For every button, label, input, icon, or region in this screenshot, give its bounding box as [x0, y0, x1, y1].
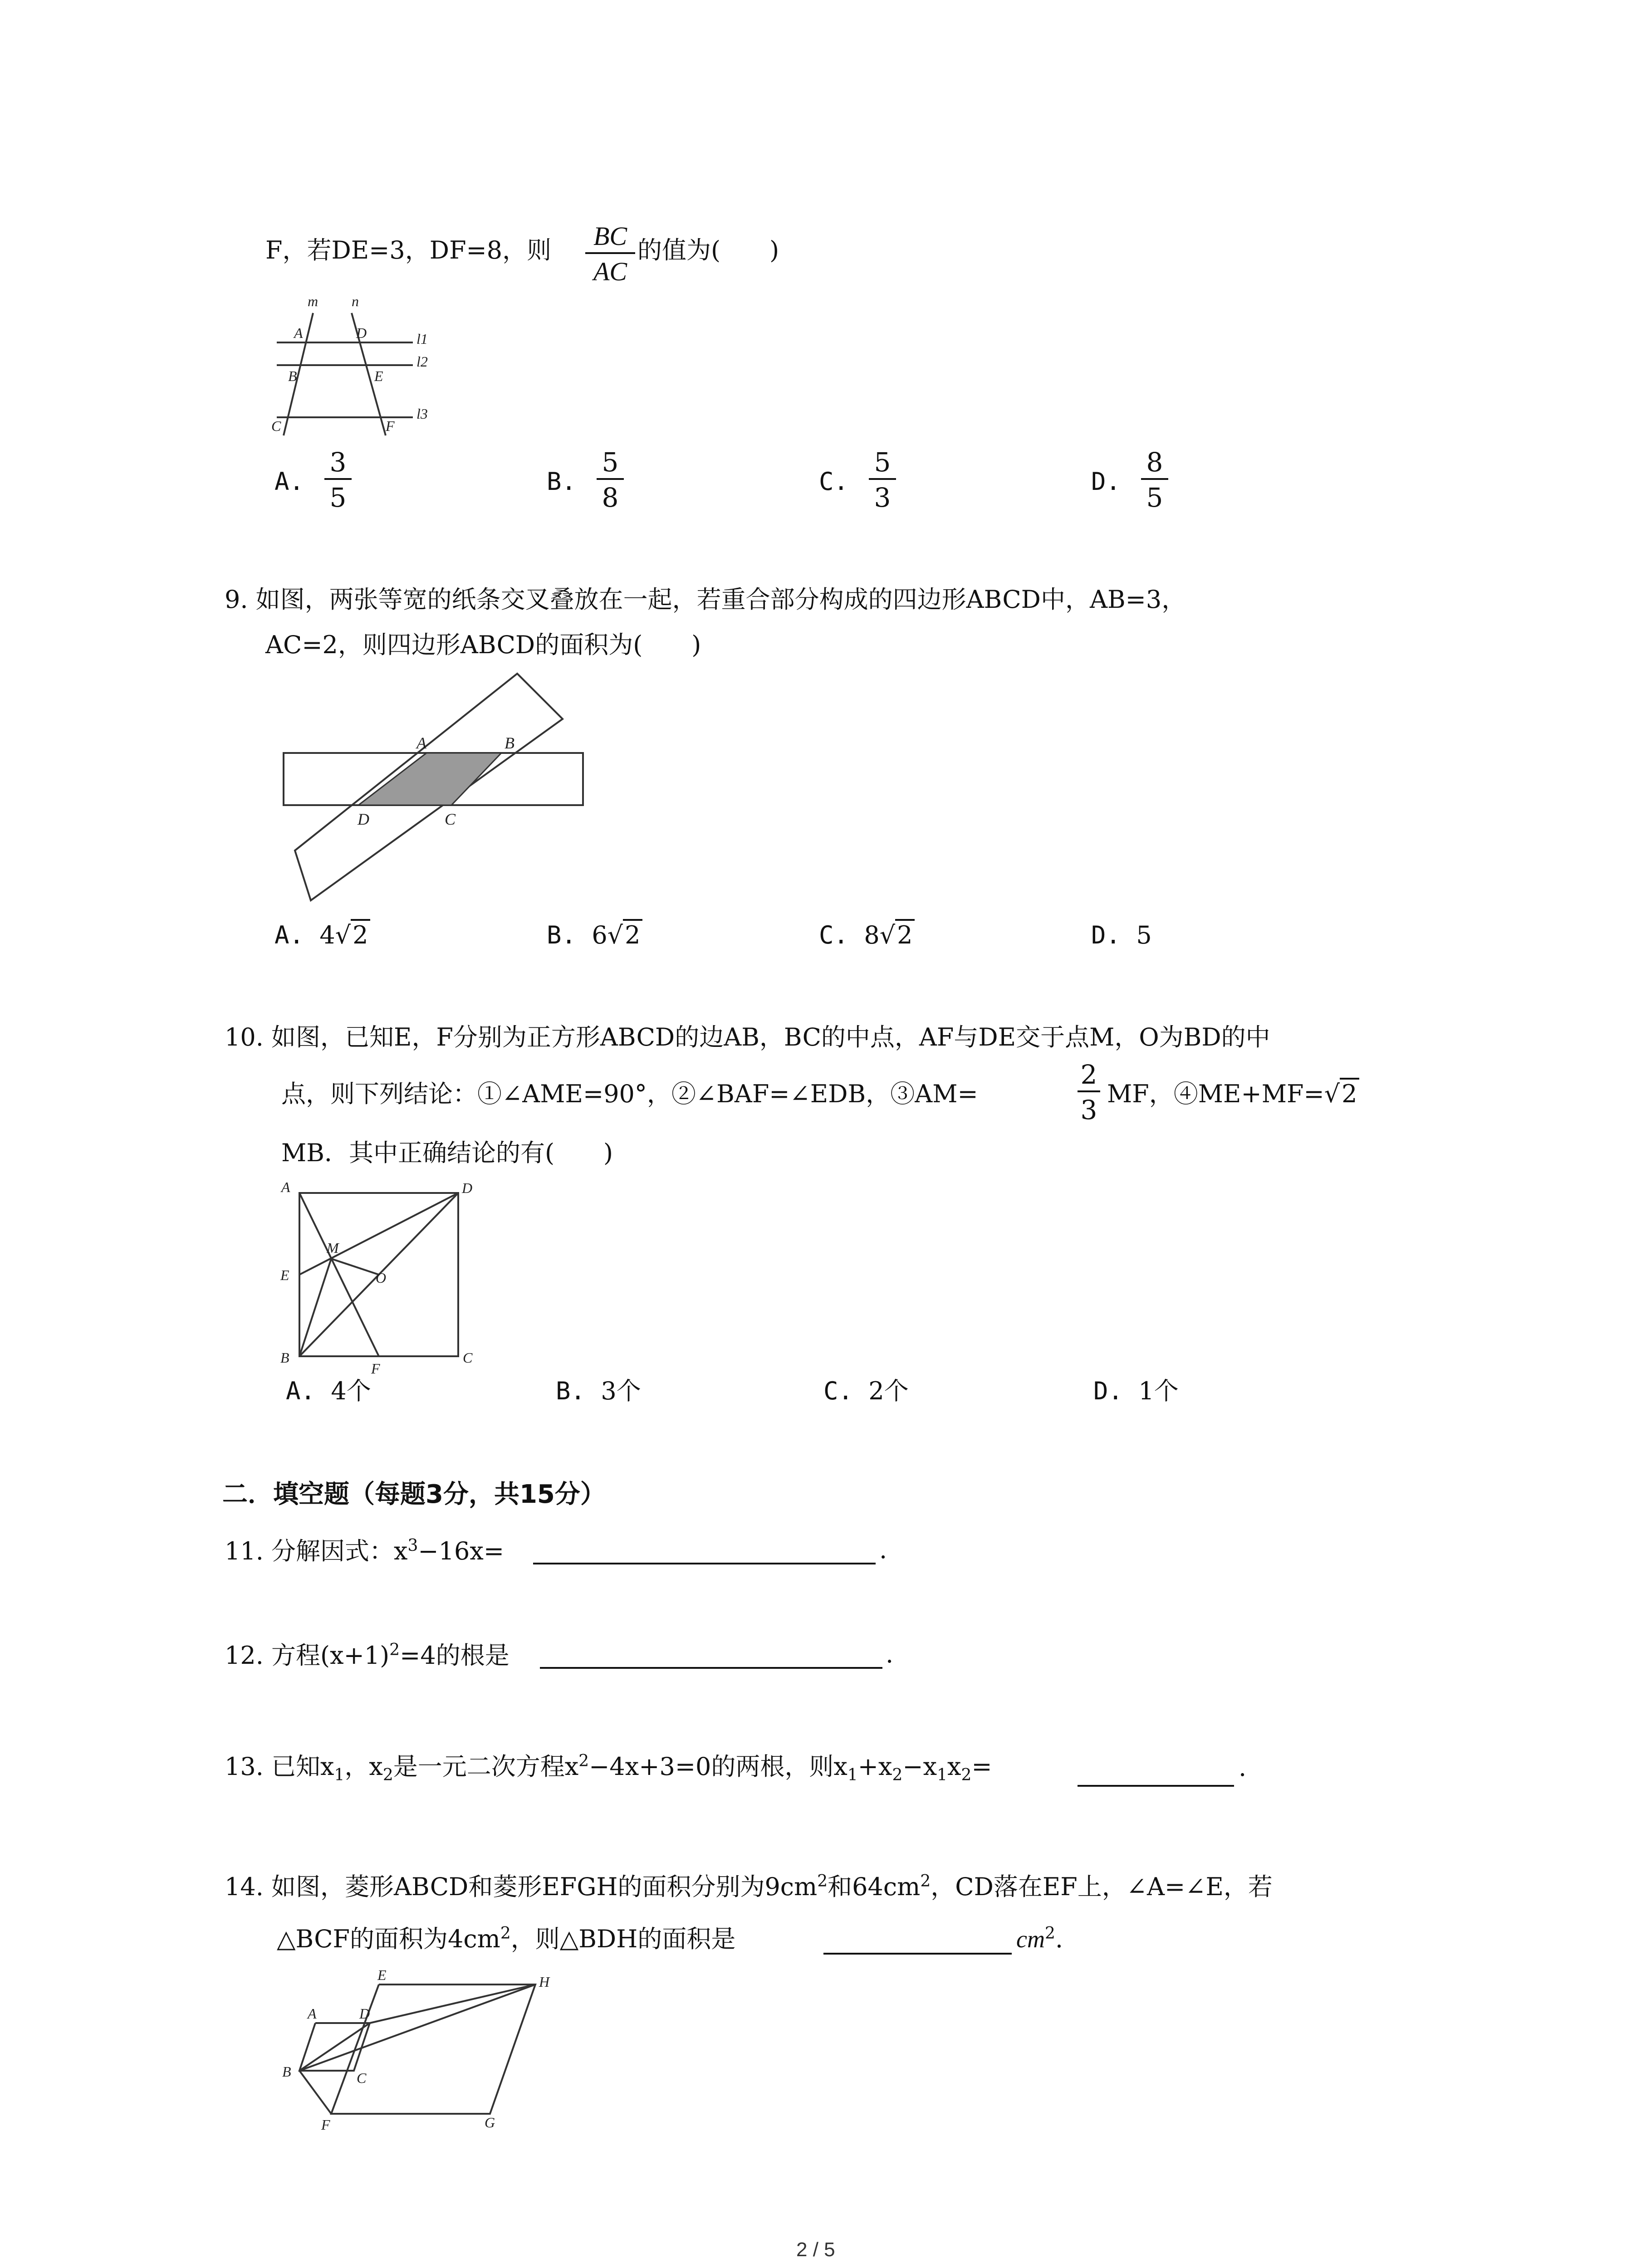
q14-unit: $cm^2$.: [1016, 1924, 1063, 1953]
label-F: F: [371, 1360, 380, 1374]
q8-option-a-frac: 3 5: [324, 449, 352, 511]
label-A: A: [308, 2005, 317, 2022]
q14-figure: [272, 1964, 572, 2146]
q8-option-b-frac: 5 8: [597, 449, 624, 511]
q14-stem-line1: 14. 如图，菱形ABCD和菱形EFGH的面积分别为$9cm^2$和$64cm^2$，CD落在EF上，∠A=∠E，若: [225, 1872, 1273, 1901]
label-B: B: [505, 734, 514, 752]
q10-stem-line3: MB．其中正确结论的有( ): [281, 1139, 613, 1167]
label-l2: l2: [416, 353, 428, 370]
label-O: O: [376, 1270, 387, 1286]
section-heading: 二．填空题（每题3分，共15分）: [222, 1480, 606, 1509]
label-m: m: [308, 293, 318, 309]
q8-stem-tail: 的值为( ): [637, 236, 779, 264]
q8-option-c-label[interactable]: C.: [819, 467, 849, 496]
label-n: n: [352, 293, 359, 309]
label-D: D: [359, 2005, 370, 2022]
label-B: B: [288, 368, 297, 384]
label-E: E: [377, 1967, 387, 1983]
q13-end: .: [1239, 1753, 1247, 1782]
q9-stem-line2: AC=2，则四边形ABCD的面积为( ): [265, 631, 701, 659]
q10-option-b[interactable]: B. 3个: [556, 1377, 641, 1405]
q12-answer-blank[interactable]: [540, 1667, 882, 1669]
q9-option-d[interactable]: D. 5: [1091, 921, 1152, 949]
q12-stem: 12. 方程$(x+1)^2=4$的根是: [225, 1641, 509, 1670]
page-number: 2 / 5: [796, 2239, 835, 2261]
label-D: D: [462, 1180, 473, 1196]
label-A: A: [281, 1179, 290, 1195]
label-B: B: [280, 1349, 289, 1366]
q10-fraction: 2 3: [1078, 1061, 1100, 1123]
label-F: F: [321, 2116, 330, 2133]
q11-stem: 11. 分解因式：$x^3-16x=$: [225, 1536, 505, 1565]
label-A: A: [294, 325, 303, 341]
label-C: C: [445, 810, 456, 828]
label-l1: l1: [416, 331, 428, 347]
label-D: D: [358, 810, 369, 828]
q11-answer-blank[interactable]: [533, 1563, 876, 1564]
q8-fraction: BC AC: [585, 223, 635, 285]
q10-option-a[interactable]: A. 4个: [286, 1377, 371, 1405]
q8-option-b-label[interactable]: B.: [547, 467, 577, 496]
q10-option-d[interactable]: D. 1个: [1093, 1377, 1179, 1405]
q8-figure: [263, 290, 463, 445]
label-A: A: [416, 734, 426, 752]
q10-stem-line2b: MF，④ME+MF=√2: [1107, 1082, 1359, 1106]
label-B: B: [282, 2063, 291, 2080]
q12-end: .: [886, 1640, 894, 1668]
q8-option-d-frac: 8 5: [1141, 449, 1168, 511]
label-C: C: [357, 2070, 367, 2086]
q9-stem-line1: 9. 如图，两张等宽的纸条交叉叠放在一起，若重合部分构成的四边形ABCD中，AB=3，: [225, 585, 1186, 614]
q14-stem-line2: △BCF的面积为$4cm^2$，则△BDH的面积是: [277, 1924, 736, 1953]
q9-option-c[interactable]: C. 8√2: [819, 923, 915, 948]
q8-option-c-frac: 5 3: [869, 449, 896, 511]
q13-answer-blank[interactable]: [1078, 1785, 1234, 1787]
label-H: H: [539, 1974, 550, 1990]
q8-stem: F，若DE=3，DF=8，则: [265, 236, 552, 264]
q13-stem: 13. 已知$x_1$，$x_2$是一元二次方程$x^2-4x+3=0$的两根，则$x_1+x_2-x_1x_2=$: [225, 1752, 992, 1784]
label-D: D: [356, 325, 367, 341]
q10-option-c[interactable]: C. 2个: [823, 1377, 909, 1405]
label-M: M: [327, 1240, 339, 1256]
q11-end: .: [879, 1535, 887, 1564]
label-G: G: [485, 2114, 495, 2131]
label-F: F: [386, 418, 395, 434]
q9-option-b[interactable]: B. 6√2: [547, 923, 642, 948]
label-l3: l3: [416, 406, 428, 422]
q10-stem-line2a: 点，则下列结论：①∠AME=90°，②∠BAF=∠EDB，③AM=: [281, 1080, 978, 1108]
q10-stem-line1: 10. 如图，已知E，F分别为正方形ABCD的边AB，BC的中点，AF与DE交于点M，O为BD的中: [225, 1023, 1270, 1051]
label-E: E: [374, 368, 383, 384]
q14-answer-blank[interactable]: [823, 1953, 1012, 1955]
q8-option-d-label[interactable]: D.: [1091, 467, 1121, 496]
label-E: E: [280, 1267, 289, 1283]
label-C: C: [463, 1349, 473, 1366]
q8-option-a-label[interactable]: A.: [274, 467, 304, 496]
q10-figure: [272, 1179, 490, 1374]
label-C: C: [271, 418, 281, 434]
q9-figure: [272, 667, 599, 921]
q9-option-a[interactable]: A. 4√2: [274, 923, 370, 948]
